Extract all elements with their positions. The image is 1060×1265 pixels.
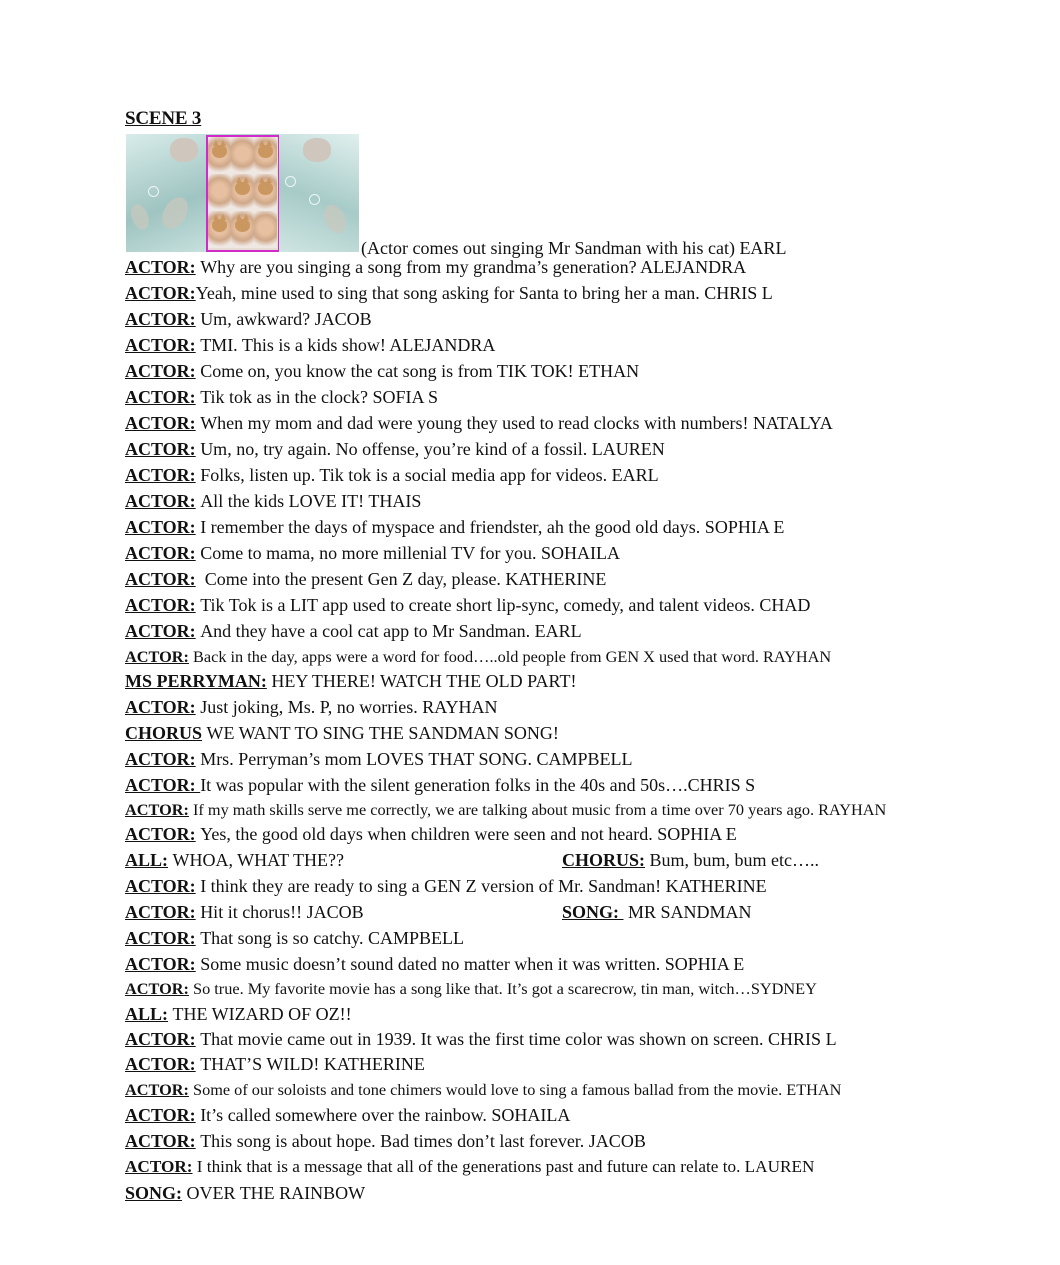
speaker-label: ACTOR: [125,876,196,896]
script-line [125,977,817,1001]
dialogue-text: MR SANDMAN [628,902,752,922]
speaker-label: CHORUS [125,723,203,743]
dialogue-text: TMI. This is a kids show! ALEJANDRA [200,335,496,355]
dialogue-text: Folks, listen up. Tik tok is a social media app for videos. EARL [200,465,659,485]
scene-title: SCENE 3 [125,108,202,129]
script-line [125,926,464,950]
cat-video-collage-image [126,134,359,252]
speaker-label: CHORUS: [562,850,646,870]
collage-left-tile [126,134,206,252]
speaker-label: ACTOR: [125,465,196,485]
script-line [125,695,498,719]
dialogue-text: WE WANT TO SING THE SANDMAN SONG! [206,723,559,743]
script-line [125,1155,814,1179]
dialogue-text: Just joking, Ms. P, no worries. RAYHAN [200,697,498,717]
dialogue-text: It was popular with the silent generation folks in the 40s and 50s….CHRIS S [200,775,756,795]
script-line [125,773,755,797]
speaker-label: ACTOR: [125,1080,189,1099]
script-line [125,515,784,539]
dialogue-text: It’s called somewhere over the rainbow. SOHAILA [200,1105,571,1125]
speaker-label: ACTOR: [125,1029,196,1049]
dialogue-text: Back in the day, apps were a word for food…..old people from GEN X used that word. RAYHAN [193,647,832,666]
speaker-label: ACTOR: [125,569,196,589]
script-line [125,747,633,771]
script-line [125,489,421,513]
speaker-label: ACTOR: [125,361,196,381]
script-line [125,874,767,898]
dialogue-text: Yeah, mine used to sing that song asking for Santa to bring her a man. CHRIS L [195,283,773,303]
dialogue-text: Bum, bum, bum etc….. [649,850,820,870]
script-line [125,333,495,357]
script-line [125,593,810,617]
speaker-label: ACTOR: [125,928,196,948]
script-line [125,1103,570,1127]
dialogue-text: Hit it chorus!! JACOB [200,902,364,922]
speaker-label: ACTOR: [125,283,196,303]
speaker-label: ALL: [125,1004,169,1024]
collage-right-tile [279,134,359,252]
speaker-label: ACTOR: [125,1105,196,1125]
speaker-label: ACTOR: [125,517,196,537]
script-line [125,848,344,872]
dialogue-text: Come to mama, no more millenial TV for you. SOHAILA [200,543,620,563]
speaker-label: ACTOR: [125,387,196,407]
speaker-label: ACTOR: [125,902,196,922]
speaker-label: ACTOR: [125,824,196,844]
script-line [125,541,620,565]
script-line [125,1078,841,1102]
script-line [125,669,576,693]
script-line [125,1181,365,1205]
script-line [125,1052,425,1076]
script-line [125,437,665,461]
speaker-label: ACTOR: [125,439,196,459]
dialogue-text: Come into the present Gen Z day, please. KATHERINE [204,569,607,589]
speaker-label: ACTOR: [125,413,196,433]
script-line [125,359,639,383]
script-line [125,822,737,846]
dialogue-text: When my mom and dad were young they used to read clocks with numbers! NATALYA [200,413,833,433]
script-line [125,281,773,305]
script-line [125,900,364,924]
dialogue-text: I think that is a message that all of the generations past and future can relate to. LAUREN [196,1157,815,1176]
dialogue-text: THE WIZARD OF OZ!! [172,1004,352,1024]
dialogue-text: I think they are ready to sing a GEN Z version of Mr. Sandman! KATHERINE [200,876,767,896]
dialogue-text: So true. My favorite movie has a song like that. It’s got a scarecrow, tin man, witch…SYDNEY [193,979,817,998]
script-line [125,721,559,745]
dialogue-text: Um, awkward? JACOB [200,309,372,329]
speaker-label: ALL: [125,850,169,870]
image-caption: (Actor comes out singing Mr Sandman with his cat) EARL [361,238,787,258]
script-line [125,255,746,279]
script-line [125,952,744,976]
collage-highlighted-tile [206,135,280,252]
script-line [125,463,659,487]
dialogue-text: Why are you singing a song from my grandma’s generation? ALEJANDRA [200,257,747,277]
script-line [125,619,582,643]
speaker-label: ACTOR: [125,335,196,355]
script-line [125,411,833,435]
speaker-label: ACTOR: [125,697,196,717]
dialogue-text: THAT’S WILD! KATHERINE [200,1054,425,1074]
speaker-label: ACTOR: [125,749,196,769]
script-line [125,645,831,669]
speaker-label: ACTOR: [125,309,196,329]
speaker-label: ACTOR: [125,775,201,795]
script-line [125,1129,646,1153]
speaker-label: ACTOR: [125,1131,196,1151]
script-line [125,567,606,591]
dialogue-text: Mrs. Perryman’s mom LOVES THAT SONG. CAMPBELL [200,749,633,769]
dialogue-text: And they have a cool cat app to Mr Sandman. EARL [200,621,582,641]
speaker-label: ACTOR: [125,257,196,277]
speaker-label: ACTOR: [125,647,189,666]
script-line-right-column [562,848,819,872]
dialogue-text: WHOA, WHAT THE?? [172,850,344,870]
speaker-label: ACTOR: [125,979,189,998]
speaker-label: ACTOR: [125,1054,196,1074]
dialogue-text: Some of our soloists and tone chimers would love to sing a famous ballad from the movie. ETHAN [193,1080,842,1099]
dialogue-text: Tik tok as in the clock? SOFIA S [200,387,439,407]
script-line [125,307,372,331]
script-line [125,385,438,409]
speaker-label: ACTOR: [125,491,196,511]
dialogue-text: OVER THE RAINBOW [186,1183,366,1203]
dialogue-text: That song is so catchy. CAMPBELL [200,928,464,948]
dialogue-text: This song is about hope. Bad times don’t last forever. JACOB [200,1131,646,1151]
dialogue-text: Come on, you know the cat song is from TIK TOK! ETHAN [200,361,640,381]
script-line [125,1027,837,1051]
speaker-label: ACTOR: [125,800,189,819]
dialogue-text: Tik Tok is a LIT app used to create short lip-sync, comedy, and talent videos. CHAD [200,595,811,615]
speaker-label: ACTOR: [125,621,196,641]
dialogue-text: HEY THERE! WATCH THE OLD PART! [271,671,577,691]
speaker-label: ACTOR: [125,954,196,974]
dialogue-text: All the kids LOVE IT! THAIS [200,491,422,511]
dialogue-text: Um, no, try again. No offense, you’re kind of a fossil. LAUREN [200,439,665,459]
script-line-right-column [562,900,752,924]
speaker-label: MS PERRYMAN: [125,671,267,691]
speaker-label: SONG: [562,902,624,922]
script-line [125,1002,352,1026]
speaker-label: ACTOR: [125,543,196,563]
dialogue-text: Yes, the good old days when children were seen and not heard. SOPHIA E [200,824,737,844]
dialogue-text: If my math skills serve me correctly, we are talking about music from a time over 70 years ago. RAYHAN [193,800,887,819]
speaker-label: ACTOR: [125,1157,193,1176]
dialogue-text: I remember the days of myspace and friendster, ah the good old days. SOPHIA E [200,517,785,537]
script-line [125,798,886,822]
speaker-label: ACTOR: [125,595,196,615]
dialogue-text: That movie came out in 1939. It was the first time color was shown on screen. CHRIS L [200,1029,837,1049]
dialogue-text: Some music doesn’t sound dated no matter when it was written. SOPHIA E [200,954,745,974]
speaker-label: SONG: [125,1183,183,1203]
